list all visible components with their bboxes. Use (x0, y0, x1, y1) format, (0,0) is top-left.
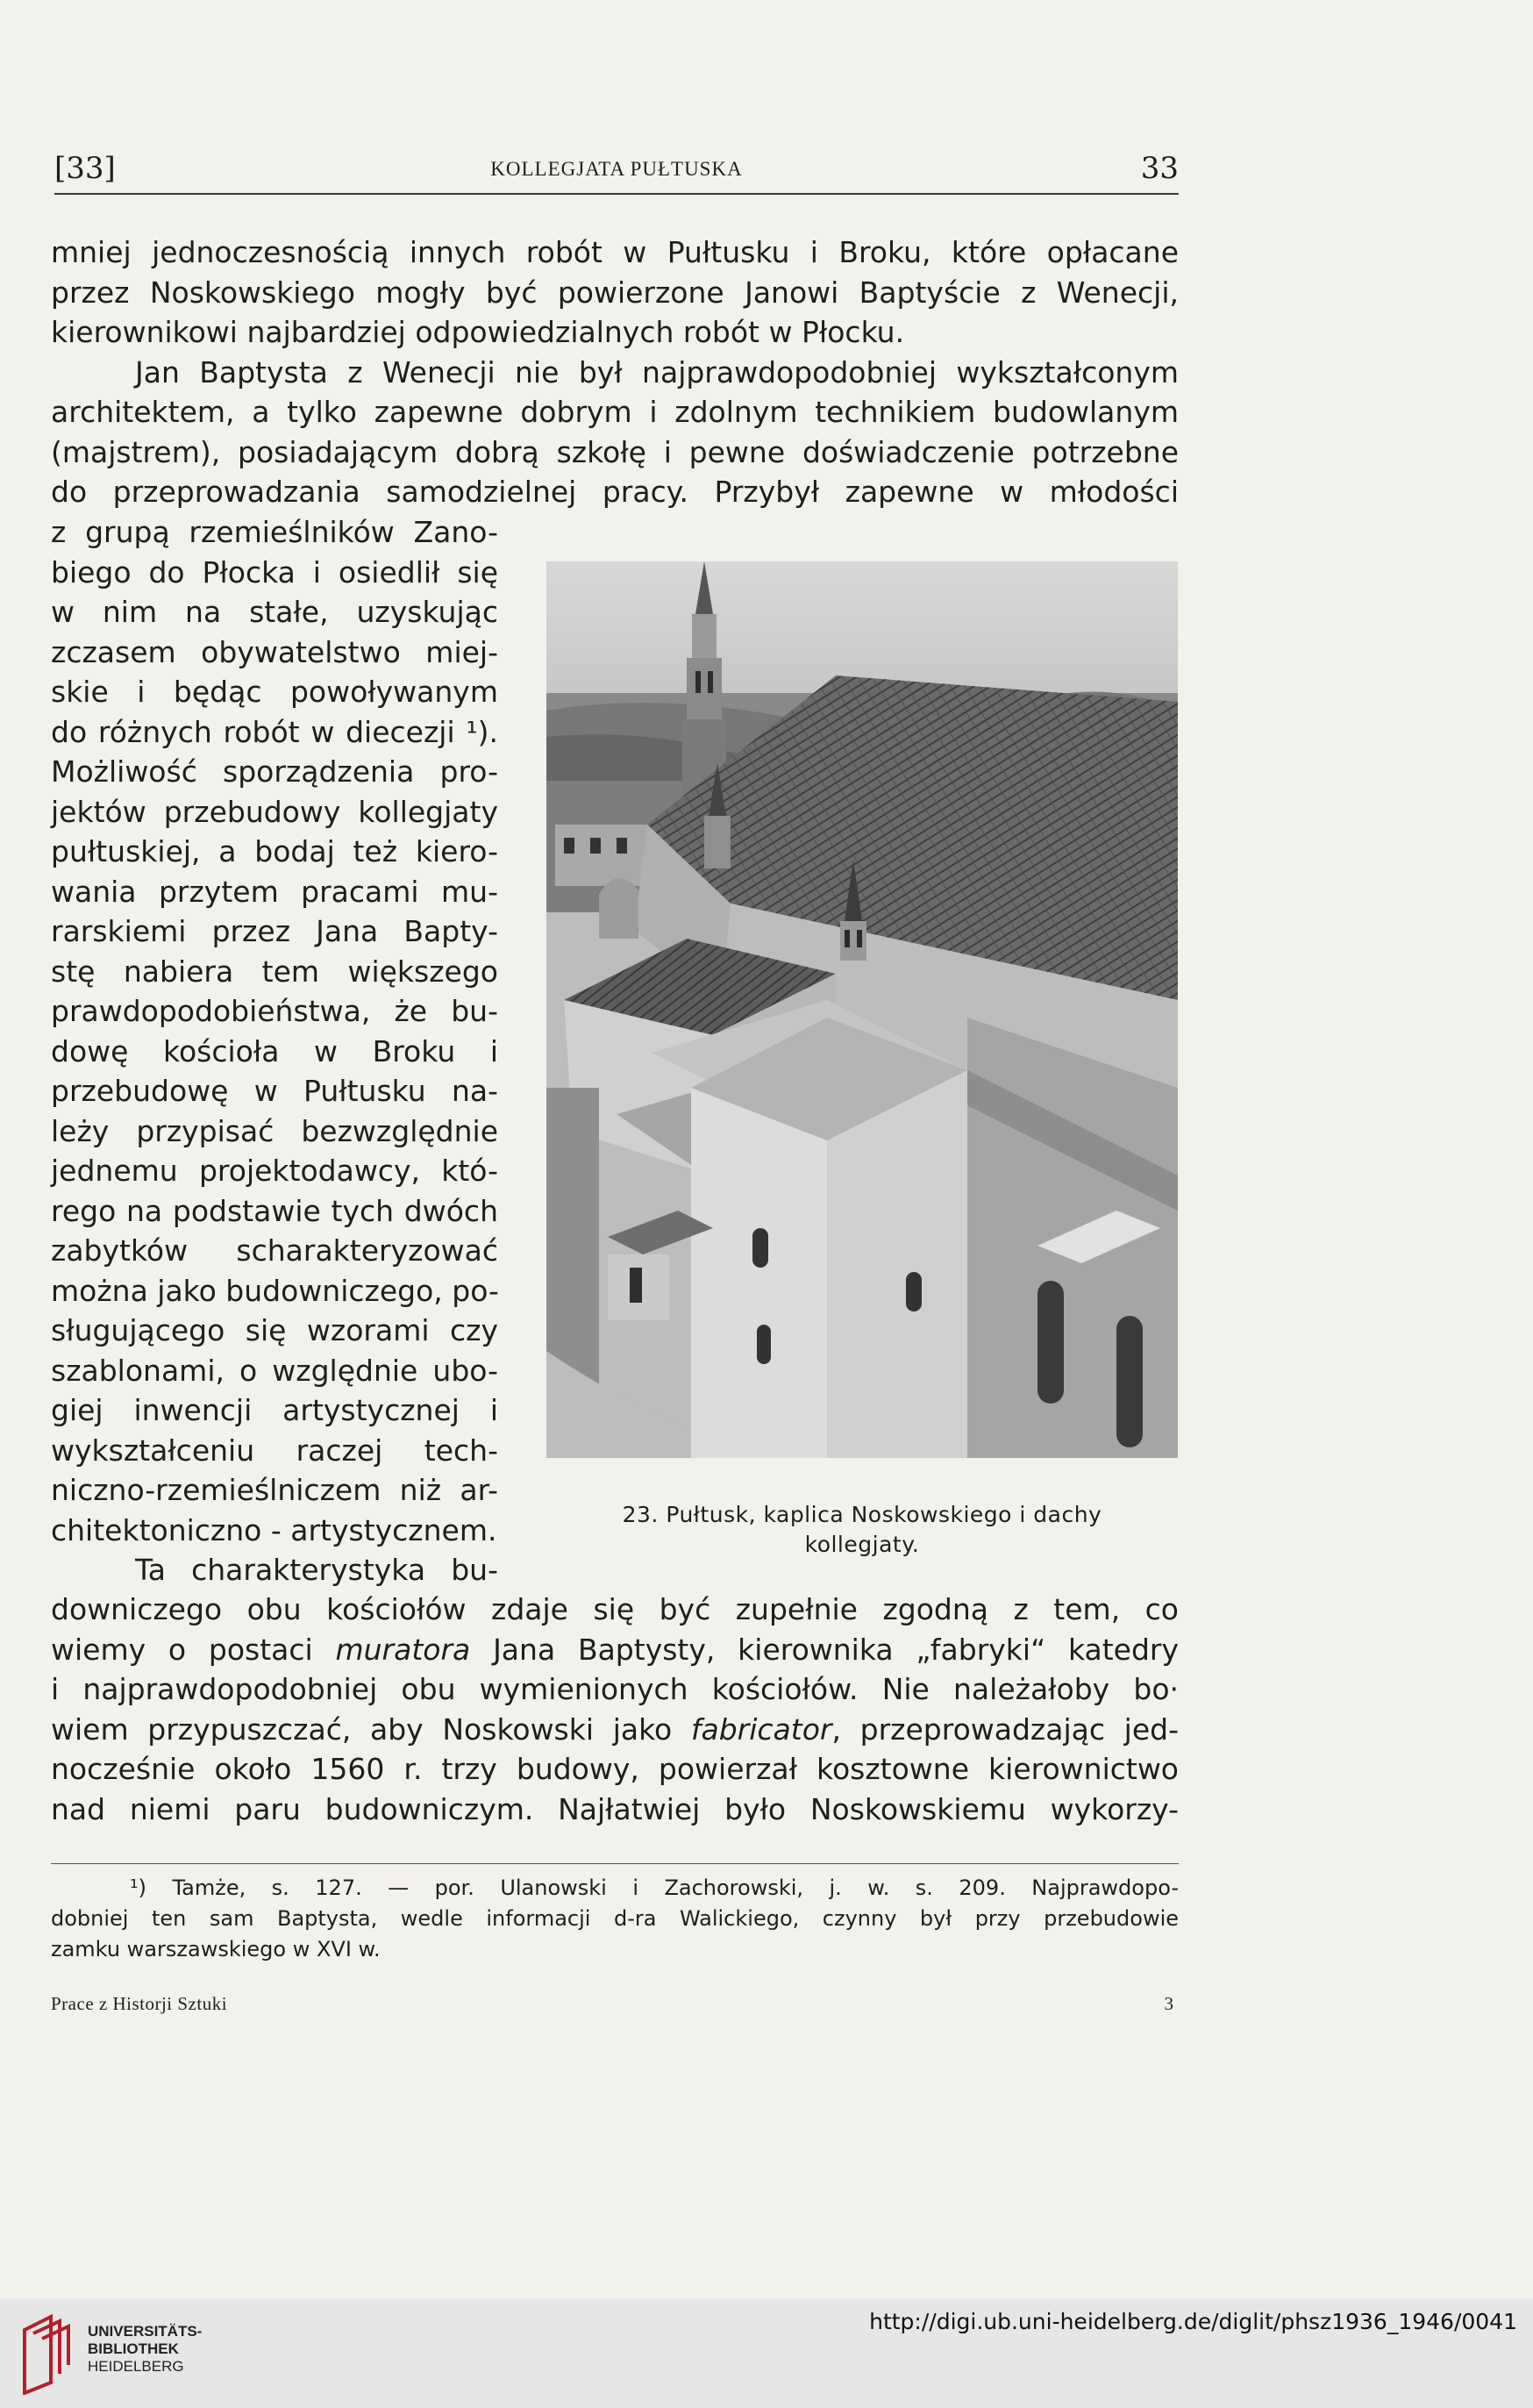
figure-caption (546, 1500, 1178, 1560)
text-line: jednemu projektodawcy, któ- (51, 1154, 498, 1188)
text-line: szablonami, o względnie ubo- (51, 1353, 498, 1388)
text-line: stę nabiera tem większego (51, 954, 498, 989)
text-line: mniej jednoczesnością innych robót w Pułtusku i Broku, które opłacane (51, 235, 1179, 269)
text-block-left-column (51, 512, 498, 1590)
photograph-church-roofs (546, 561, 1178, 1458)
text-line: sługującego się wzorami czy (51, 1313, 498, 1347)
text-segment: Jana Baptysty, kierownika „fabryki“ katedry (470, 1632, 1179, 1667)
text-line: przez Noskowskiego mogły być powierzone Janowi Baptyście z Wenecji, (51, 275, 1179, 310)
text-line: chitektoniczno - artystycznem. (51, 1512, 497, 1547)
footnote-line: zamku warszawskiego w XVI w. (51, 1937, 381, 1961)
caption-line: kollegjaty. (804, 1532, 920, 1557)
signature-series-title: Prace z Historji Sztuki (51, 1993, 228, 2014)
text-line: rarskiemi przez Jana Bapty- (51, 914, 498, 948)
footnote-line: ¹) Tamże, s. 127. — por. Ulanowski i Zachorowski, j. w. s. 209. Najprawdopo- (130, 1876, 1179, 1900)
text-line: Możliwość sporządzenia pro- (51, 754, 498, 789)
text-line (51, 1710, 1179, 1750)
text-line: biego do Płocka i osiedlił się (51, 554, 498, 589)
text-line: architektem, a tylko zapewne dobrym i zdolnym technikiem budowlanym (51, 395, 1179, 429)
text-line: niczno-rzemieślniczem niż ar- (51, 1473, 498, 1507)
text-line: do przeprowadzania samodzielnej pracy. Przybył zapewne w młodości (51, 475, 1179, 509)
text-line: dowę kościoła w Broku i (51, 1033, 498, 1068)
text-line: downiczego obu kościołów zdaje się być zupełnie zgodną z tem, co (51, 1592, 1179, 1626)
text-line: rego na podstawie tych dwóch (51, 1193, 498, 1228)
signature-number: 3 (1164, 1993, 1173, 2014)
library-name-line: HEIDELBERG (88, 2358, 184, 2375)
text-line: jektów przebudowy kollegjaty (51, 794, 498, 829)
text-line: giej inwencji artystycznej i (51, 1393, 498, 1427)
text-line: można jako budowniczego, po- (51, 1273, 499, 1308)
text-line: nocześnie około 1560 r. trzy budowy, powierzał kosztowne kierownictwo (51, 1752, 1179, 1786)
text-line: zabytków scharakteryzować (51, 1233, 498, 1268)
text-line: (majstrem), posiadającym dobrą szkołę i pewne doświadczenie potrzebne (51, 434, 1179, 469)
text-line: przebudowę w Pułtusku na- (51, 1074, 498, 1108)
footnote-line: dobniej ten sam Baptysta, wedle informacji d-ra Walickiego, czynny był przy przebudowie (51, 1906, 1179, 1931)
text-line: zczasem obywatelstwo miej- (51, 634, 498, 669)
text-line: z grupą rzemieślników Zano- (51, 515, 498, 549)
footnote-rule (51, 1863, 1179, 1864)
text-line: Jan Baptysta z Wenecji nie był najprawdopodobniej wykształconym (135, 354, 1179, 389)
text-segment: wiem przypuszczać, aby Noskowski jako (51, 1711, 691, 1747)
text-line: nad niemi paru budowniczym. Najłatwiej było Noskowskiemu wykorzy- (51, 1791, 1179, 1826)
library-name (88, 2323, 202, 2376)
italic-term: fabricator (690, 1711, 832, 1747)
text-segment: wiemy o postaci (51, 1632, 336, 1667)
text-line: wykształceniu raczej tech- (51, 1433, 498, 1468)
text-block-top (51, 232, 1179, 512)
text-block-bottom (51, 1590, 1179, 1829)
text-line: i najprawdopodobniej obu wymienionych kościołów. Nie należałoby bo· (51, 1672, 1179, 1706)
header-rule (54, 193, 1179, 195)
text-line: skie i będąc powoływanym (51, 675, 498, 709)
header-bracket-page-number: [33] (54, 151, 116, 186)
text-line: leży przypisać bezwzględnie (51, 1113, 498, 1148)
header-page-number: 33 (1140, 151, 1179, 186)
source-url-link[interactable]: http://digi.ub.uni-heidelberg.de/diglit/phsz1936_1946/0041 (869, 2309, 1517, 2334)
footnote (51, 1873, 1179, 1965)
italic-term: muratora (335, 1632, 471, 1667)
text-line: Ta charakterystyka bu- (135, 1553, 498, 1587)
text-segment: , przeprowadzając jed- (831, 1711, 1179, 1747)
library-name-line: UNIVERSITÄTS- (88, 2323, 203, 2340)
caption-line: 23. Pułtusk, kaplica Noskowskiego i dachy (622, 1502, 1102, 1527)
text-line: kierownikowi najbardziej odpowiedzialnych robót w Płocku. (51, 315, 905, 349)
text-line (51, 1630, 1179, 1670)
header-title: KOLLEGJATA PUŁTUSKA (490, 158, 743, 180)
text-line: pułtuskiej, a bodaj też kiero- (51, 834, 498, 868)
library-logo-icon (16, 2312, 77, 2395)
text-line: w nim na stałe, uzyskując (51, 595, 498, 629)
text-line: do różnych robót w diecezji ¹). (51, 714, 498, 749)
text-line: prawdopodobieństwa, że bu- (51, 994, 498, 1028)
running-header (54, 151, 1179, 195)
library-name-line: BIBLIOTHEK (88, 2340, 179, 2357)
text-line: wania przytem pracami mu- (51, 874, 498, 909)
